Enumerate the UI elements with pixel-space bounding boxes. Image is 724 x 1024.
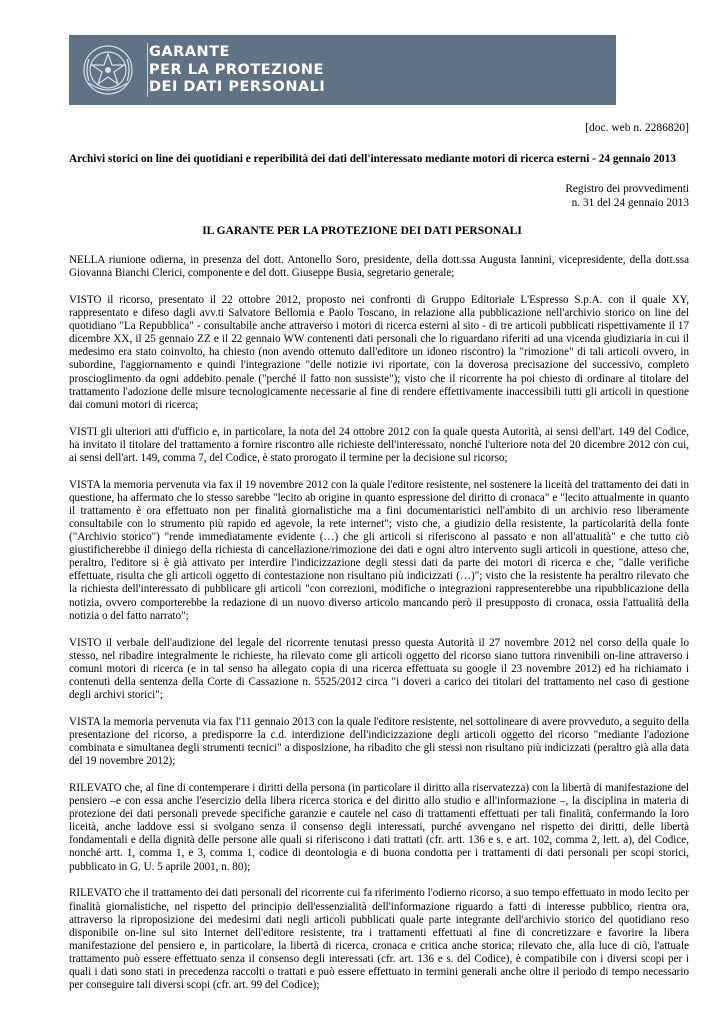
paragraph-vista-memoria-gennaio: VISTA la memoria pervenuta via fax l'11 gennaio 2013 con la quale l'editore resistente, nel sottolineare di avere provveduto, a seguito della presentazione del ricorso, a predisporre la c.d. interdizione dell'indicizzazione degli articoli oggetto del ricorso "mediante l'adozione combinata e simultanea degli strumenti tecnici" a disposizione, ha ribadito che gli stessi non risultano più indicizzati (peraltro già alla data del 19 novembre 2012); <box>69 715 689 768</box>
registry-info <box>565 183 689 210</box>
paragraph-vista-memoria-novembre: VISTA la memoria pervenuta via fax il 19 novembre 2012 con la quale l'editore resistente, nel sostenere la liceità del trattamento dei dati in questione, ha affermato che lo stesso sarebbe "lecito ab origine in quanto espressione del diritto di cronaca" e "lecito attualmente in quanto il trattamento è ora effettuato non per finalità giornalistiche ma a fini documentaristici nell'ambito di un archivio reso liberamente consultabile con lo strumento più rapido ed agevole, la rete internet"; visto che, a giudizio della resistente, la particolarità della fonte ("Archivio storico") "rende immediatamente evidente (…) che gli articoli si riferiscono al passato e non all'attualità" e che tutto ciò giustificherebbe il diniego della richiesta di cancellazione/rimozione dei dati e ogni altro intervento sugli articoli in questione, atteso che, peraltro, l'editore si è già attivato per interdire l'indicizzazione degli stessi dati da parte dei motori di ricerca e che, "dalle verifiche effettuate, risulta che gli articoli oggetto di contestazione non risultano più indicizzati (…)"; visto che la resistente ha peraltro rilevato che la richiesta dell'interessato di pubblicare gli articoli "con correzioni, modifiche o integrazioni rappresenterebbe una ripubblicazione della notizia, ovvero comporterebbe la redazione di un nuovo diverso articolo mancando però il presupposto di cronaca, ossia l'attualità della notizia o del fatto narrato"; <box>69 478 689 622</box>
paragraph-visto-verbale: VISTO il verbale dell'audizione del legale del ricorrente tenutasi presso questa Autorità il 27 novembre 2012 nel corso della quale lo stesso, nel ribadire integralmente le richieste, ha rilevato come gli articoli oggetto del ricorso siano tuttora rinvenibili on-line attraverso i comuni motori di ricerca (e in tal senso ha allegato copia di una ricerca effettuata su google il 23 novembre 2012) ed ha richiamato i contenuti della sentenza della Corte di Cassazione n. 5525/2012 circa "i doveri a carico dei titolari del trattamento nel caso di gestione degli archivi storici"; <box>69 636 689 701</box>
italian-republic-emblem-icon <box>81 43 135 97</box>
doc-reference: [doc. web n. 2286820] <box>585 122 689 134</box>
logo-line-3: DEI DATI PERSONALI <box>149 79 326 95</box>
section-heading: IL GARANTE PER LA PROTEZIONE DEI DATI PERSONALI <box>202 225 522 237</box>
header-banner <box>69 35 616 105</box>
logo-line-1: GARANTE <box>149 44 230 60</box>
registry-line-2: n. 31 del 24 gennaio 2013 <box>571 196 689 209</box>
paragraph-nella: NELLA riunione odierna, in presenza del dott. Antonello Soro, presidente, della dott.ssa Augusta Iannini, vicepresidente, della dott.ssa Giovanna Bianchi Clerici, componente e del dott. Giuseppe Busia, segretario generale; <box>69 254 689 280</box>
banner-divider <box>147 43 148 97</box>
paragraph-rilevato-1: RILEVATO che, al fine di contemperare i diritti della persona (in particolare il diritto alla riservatezza) con la libertà di manifestazione del pensiero –e con essa anche l'esercizio della libera ricerca storica e del diritto allo studio e all'informazione –, la disciplina in materia di protezione dei dati personali prevede specifiche garanzie e cautele nel caso di trattamenti effettuati per tali finalità, confermando la loro liceità, anche laddove essi si svolgano senza il consenso degli interessati, purché avvengano nel rispetto dei diritti, delle libertà fondamentali e della dignità delle persone alle quali si riferiscono i dati trattati (cfr. artt. 136 e s. e art. 102, comma 2, lett. a), del Codice, nonché artt. 1, comma 1, e 3, comma 1, codice di deontologia e di buona condotta per i trattamenti di dati personali per scopi storici, pubblicato in G. U. 5 aprile 2001, n. 80); <box>69 781 689 873</box>
document-title: Archivi storici on line dei quotidiani e reperibilità dei dati dell'interessato mediante motori di ricerca esterni - 24 gennaio 2013 <box>69 153 676 165</box>
registry-line-1: Registro dei provvedimenti <box>565 183 689 195</box>
document-body <box>69 254 689 1006</box>
paragraph-visti-atti: VISTI gli ulteriori atti d'ufficio e, in particolare, la nota del 24 ottobre 2012 con la quale questa Autorità, ai sensi dell'art. 149 del Codice, ha invitato il titolare del trattamento a fornire riscontro alle richieste dell'interessato, nonché l'ulteriore nota del 20 dicembre 2012 con cui, ai sensi dell'art. 149, comma 7, del Codice, è stato prorogato il termine per la decisione sul ricorso; <box>69 425 689 464</box>
authority-logo-text <box>149 44 325 97</box>
paragraph-visto-ricorso: VISTO il ricorso, presentato il 22 ottobre 2012, proposto nei confronti di Gruppo Editoriale L'Espresso S.p.A. con il quale XY, rappresentato e difeso dagli avv.ti Salvatore Bellomia e Paolo Toscano, in relazione alla pubblicazione nell'archivio storico on line del quotidiano "La Repubblica" - consultabile anche attraverso i motori di ricerca esterni al sito - di tre articoli pubblicati rispettivamente il 17 dicembre XX, il 25 gennaio ZZ e il 22 gennaio WW contenenti dati personali che lo riguardano riferiti ad una vicenda giudiziaria in cui il medesimo era stato coinvolto, ha chiesto (non avendo ottenuto dall'editore un idoneo riscontro) la "rimozione" di tali articoli ovvero, in subordine, l'aggiornamento e quindi l'integrazione "delle notizie ivi riportate, con la doverosa precisazione del successivo, completo proscioglimento da ogni addebito penale ("perché il fatto non sussiste"); visto che il ricorrente ha poi chiesto di ordinare al titolare del trattamento l'adozione delle misure tecnologicamente necessarie al fine di rendere effettivamente inaccessibili tutti gli articoli in questione dai comuni motori di ricerca; <box>69 293 689 411</box>
logo-line-2: PER LA PROTEZIONE <box>149 61 324 78</box>
paragraph-rilevato-2: RILEVATO che il trattamento dei dati personali del ricorrente cui fa riferimento l'odierno ricorso, a suo tempo effettuato in modo lecito per finalità giornalistiche, nel rispetto del principio dell'essenzialità dell'informazione riguardo a fatti di interesse pubblico, rientra ora, attraverso la riproposizione dei medesimi dati negli articoli pubblicati quale parte integrante dell'archivio storico del quotidiano reso disponibile on-line sul sito Internet dell'editore resistente, tra i trattamenti effettuati al fine di concretizzare e favorire la libera manifestazione del pensiero e, in particolare, la libertà di ricerca, cronaca e critica anche storica; rilevato che, alla luce di ciò, l'attuale trattamento può essere effettuato senza il consenso degli interessati (cfr. art. 136 e s. del Codice), è compatibile con i diversi scopi per i quali i dati sono stati in precedenza raccolti o trattati e può essere effettuato in termini generali anche oltre il periodo di tempo necessario per conseguire tali diversi scopi (cfr. art. 99 del Codice); <box>69 887 689 992</box>
